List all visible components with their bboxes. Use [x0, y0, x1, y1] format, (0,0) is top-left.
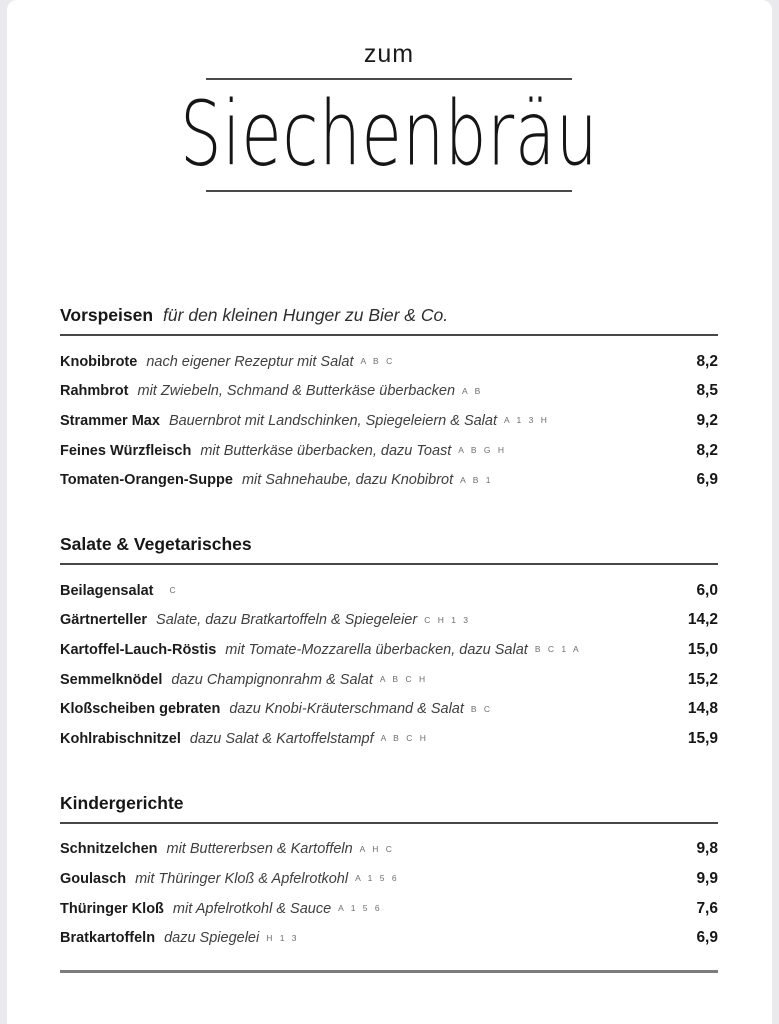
- menu-sections: [60, 304, 718, 953]
- section-divider: [60, 563, 718, 565]
- item-description: dazu Knobi-Kräuterschmand & Salat: [229, 701, 464, 718]
- section-header: [60, 533, 718, 555]
- item-description: mit Buttererbsen & Kartoffeln: [166, 841, 353, 858]
- item-description: mit Tomate-Mozzarella überbacken, dazu Salat: [225, 641, 528, 658]
- item-price: 15,0: [687, 640, 718, 658]
- item-name: Strammer Max: [60, 412, 160, 429]
- item-allergen-codes: A H C: [359, 843, 395, 854]
- item-price: 8,5: [696, 382, 718, 400]
- item-name: Tomaten-Orangen-Suppe: [60, 472, 233, 489]
- item-allergen-codes: H 1 3: [266, 932, 300, 943]
- section-items: [60, 347, 718, 495]
- menu-item-row: [60, 694, 718, 724]
- menu-section: [60, 792, 718, 953]
- menu-item-row: [60, 377, 718, 407]
- item-price: 6,0: [696, 581, 718, 599]
- item-allergen-codes: A B: [462, 385, 483, 396]
- menu-item-row: [60, 347, 718, 377]
- menu-item-row: [60, 406, 718, 436]
- item-allergen-codes: A 1 3 H: [504, 415, 550, 426]
- item-name: Kohlrabischnitzel: [60, 730, 181, 747]
- item-description: mit Thüringer Kloß & Apfelrotkohl: [135, 870, 349, 887]
- item-name: Schnitzelchen: [60, 841, 158, 858]
- item-name: Goulasch: [60, 870, 127, 887]
- item-name: Kartoffel-Lauch-Röstis: [60, 641, 217, 658]
- item-price: 15,2: [687, 670, 718, 688]
- item-description: dazu Champignonrahm & Salat: [171, 671, 373, 688]
- item-price: 8,2: [696, 441, 718, 459]
- menu-item-row: [60, 576, 718, 606]
- item-allergen-codes: C H 1 3: [424, 614, 471, 625]
- item-description: nach eigener Rezeptur mit Salat: [146, 353, 354, 370]
- logo-wrap: [60, 80, 718, 188]
- menu-item-row: [60, 864, 718, 894]
- menu-item-row: [60, 724, 718, 754]
- item-name: Thüringer Kloß: [60, 900, 164, 917]
- menu-item-row: [60, 465, 718, 495]
- menu-item-row: [60, 923, 718, 953]
- section-title: Kindergerichte: [60, 792, 184, 813]
- menu-item-row: [60, 635, 718, 665]
- section-header: [60, 792, 718, 814]
- item-name: Rahmbrot: [60, 383, 129, 400]
- item-description: Bauernbrot mit Landschinken, Spiegeleiern & Salat: [168, 412, 497, 429]
- item-description: mit Butterkäse überbacken, dazu Toast: [200, 442, 452, 459]
- item-name: Semmelknödel: [60, 671, 163, 688]
- item-allergen-codes: A B 1: [460, 474, 493, 485]
- item-allergen-codes: C: [169, 585, 179, 596]
- menu-item-row: [60, 665, 718, 695]
- menu-item-row: [60, 835, 718, 865]
- menu-content: [7, 0, 772, 973]
- item-allergen-codes: A B C H: [379, 674, 428, 685]
- item-allergen-codes: A B G H: [458, 445, 507, 456]
- item-description: mit Apfelrotkohl & Sauce: [172, 900, 332, 917]
- restaurant-wordmark: Siechenbräu: [179, 82, 599, 186]
- item-price: 14,2: [687, 611, 718, 629]
- item-allergen-codes: A 1 5 6: [338, 903, 383, 914]
- section-title: Salate & Vegetarisches: [60, 533, 252, 554]
- menu-item-row: [60, 894, 718, 924]
- item-allergen-codes: B C: [470, 703, 493, 714]
- item-name: Knobibrote: [60, 353, 138, 370]
- item-price: 9,2: [696, 411, 718, 429]
- menu-item-row: [60, 436, 718, 466]
- item-name: Beilagensalat: [60, 582, 154, 599]
- menu-section: [60, 533, 718, 754]
- item-name: Gärtnerteller: [60, 612, 148, 629]
- section-subtitle: für den kleinen Hunger zu Bier & Co.: [163, 305, 449, 325]
- section-divider: [60, 822, 718, 824]
- menu-item-row: [60, 606, 718, 636]
- item-price: 14,8: [687, 700, 718, 718]
- bottom-divider: [60, 970, 718, 973]
- item-description: dazu Salat & Kartoffelstampf: [189, 730, 374, 747]
- item-name: Bratkartoffeln: [60, 930, 156, 947]
- item-description: Salate, dazu Bratkartoffeln & Spiegeleier: [156, 612, 418, 629]
- section-items: [60, 835, 718, 953]
- item-price: 8,2: [696, 352, 718, 370]
- item-name: Feines Würzfleisch: [60, 442, 192, 459]
- section-divider: [60, 334, 718, 336]
- item-price: 6,9: [696, 471, 718, 489]
- item-price: 9,8: [696, 840, 718, 858]
- menu-page: [7, 0, 772, 1024]
- menu-section: [60, 304, 718, 495]
- section-header: [60, 304, 718, 326]
- logo-divider-bottom: [206, 190, 572, 192]
- item-name: Kloßscheiben gebraten: [60, 701, 221, 718]
- item-description: mit Zwiebeln, Schmand & Butterkäse überbacken: [137, 383, 456, 400]
- item-price: 6,9: [696, 929, 718, 947]
- item-price: 9,9: [696, 869, 718, 887]
- item-description: dazu Spiegelei: [164, 930, 260, 947]
- item-allergen-codes: A B C: [360, 356, 395, 367]
- section-items: [60, 576, 718, 754]
- item-price: 7,6: [696, 899, 718, 917]
- logo-block: [60, 0, 718, 192]
- section-title: Vorspeisen: [60, 305, 154, 325]
- item-allergen-codes: A B C H: [380, 733, 429, 744]
- item-allergen-codes: B C 1 A: [534, 644, 582, 655]
- item-price: 15,9: [687, 729, 718, 747]
- logo-prefix: zum: [363, 40, 415, 68]
- item-description: mit Sahnehaube, dazu Knobibrot: [241, 472, 454, 489]
- item-allergen-codes: A 1 5 6: [355, 873, 400, 884]
